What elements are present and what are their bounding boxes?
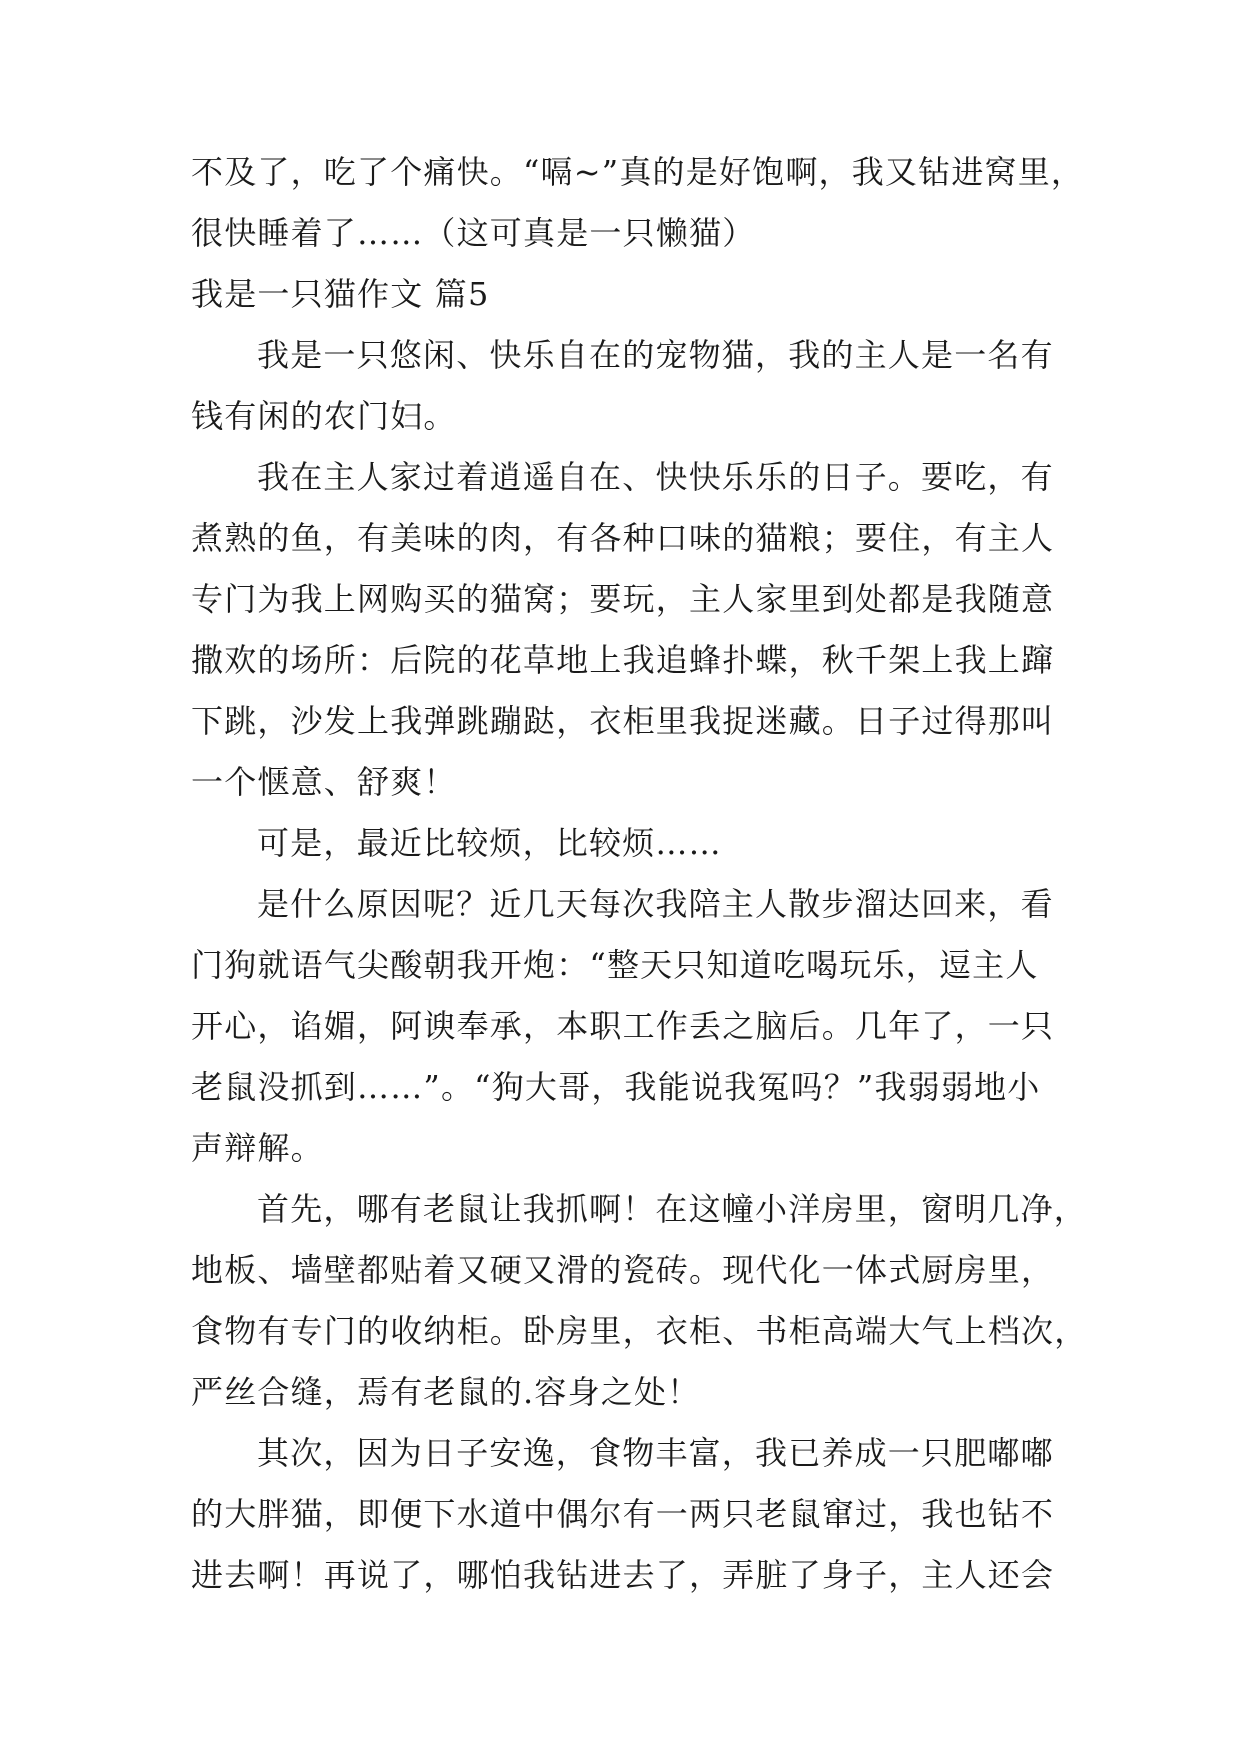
text-line: 进去啊！再说了，哪怕我钻进去了，弄脏了身子，主人还会 <box>191 1556 1055 1594</box>
text-line: 食物有专门的收纳柜。卧房里，衣柜、书柜高端大气上档次， <box>191 1312 1088 1350</box>
text-line: 很快睡着了……（这可真是一只懒猫） <box>191 214 756 252</box>
text-line: 不及了，吃了个痛快。“嗝~”真的是好饱啊，我又钻进窝里， <box>191 153 1085 191</box>
text-line: 老鼠没抓到……”。“狗大哥，我能说我冤吗？”我弱弱地小 <box>191 1068 1041 1106</box>
paragraph-start: 可是，最近比较烦，比较烦…… <box>257 824 722 862</box>
paragraph-start: 其次，因为日子安逸，食物丰富，我已养成一只肥嘟嘟 <box>257 1434 1054 1472</box>
text-line: 的大胖猫，即便下水道中偶尔有一两只老鼠窜过，我也钻不 <box>191 1495 1055 1533</box>
paragraph-start: 是什么原因呢？近几天每次我陪主人散步溜达回来，看 <box>257 885 1054 923</box>
document-page <box>191 142 1088 1606</box>
text-line: 钱有闲的农门妇。 <box>191 397 457 435</box>
text-line: 一个惬意、舒爽！ <box>191 763 457 801</box>
text-line: 撒欢的场所：后院的花草地上我追蜂扑蝶，秋千架上我上蹿 <box>191 641 1055 679</box>
text-line: 声辩解。 <box>191 1129 324 1167</box>
text-line: 门狗就语气尖酸朝我开炮：“整天只知道吃喝玩乐，逗主人 <box>191 946 1039 984</box>
text-line: 开心，谄媚，阿谀奉承，本职工作丢之脑后。几年了，一只 <box>191 1007 1055 1045</box>
text-line: 专门为我上网购买的猫窝；要玩，主人家里到处都是我随意 <box>191 580 1055 618</box>
text-line: 地板、墙壁都贴着又硬又滑的瓷砖。现代化一体式厨房里， <box>191 1251 1055 1289</box>
paragraph-start: 我在主人家过着逍遥自在、快快乐乐的日子。要吃，有 <box>257 458 1054 496</box>
text-line: 煮熟的鱼，有美味的肉，有各种口味的猫粮；要住，有主人 <box>191 519 1055 557</box>
section-heading: 我是一只猫作文 篇5 <box>191 275 490 313</box>
paragraph-start: 首先，哪有老鼠让我抓啊！在这幢小洋房里，窗明几净， <box>257 1190 1088 1228</box>
text-line: 下跳，沙发上我弹跳蹦跶，衣柜里我捉迷藏。日子过得那叫 <box>191 702 1055 740</box>
paragraph-start: 我是一只悠闲、快乐自在的宠物猫，我的主人是一名有 <box>257 336 1054 374</box>
text-line: 严丝合缝，焉有老鼠的.容身之处！ <box>191 1373 701 1411</box>
